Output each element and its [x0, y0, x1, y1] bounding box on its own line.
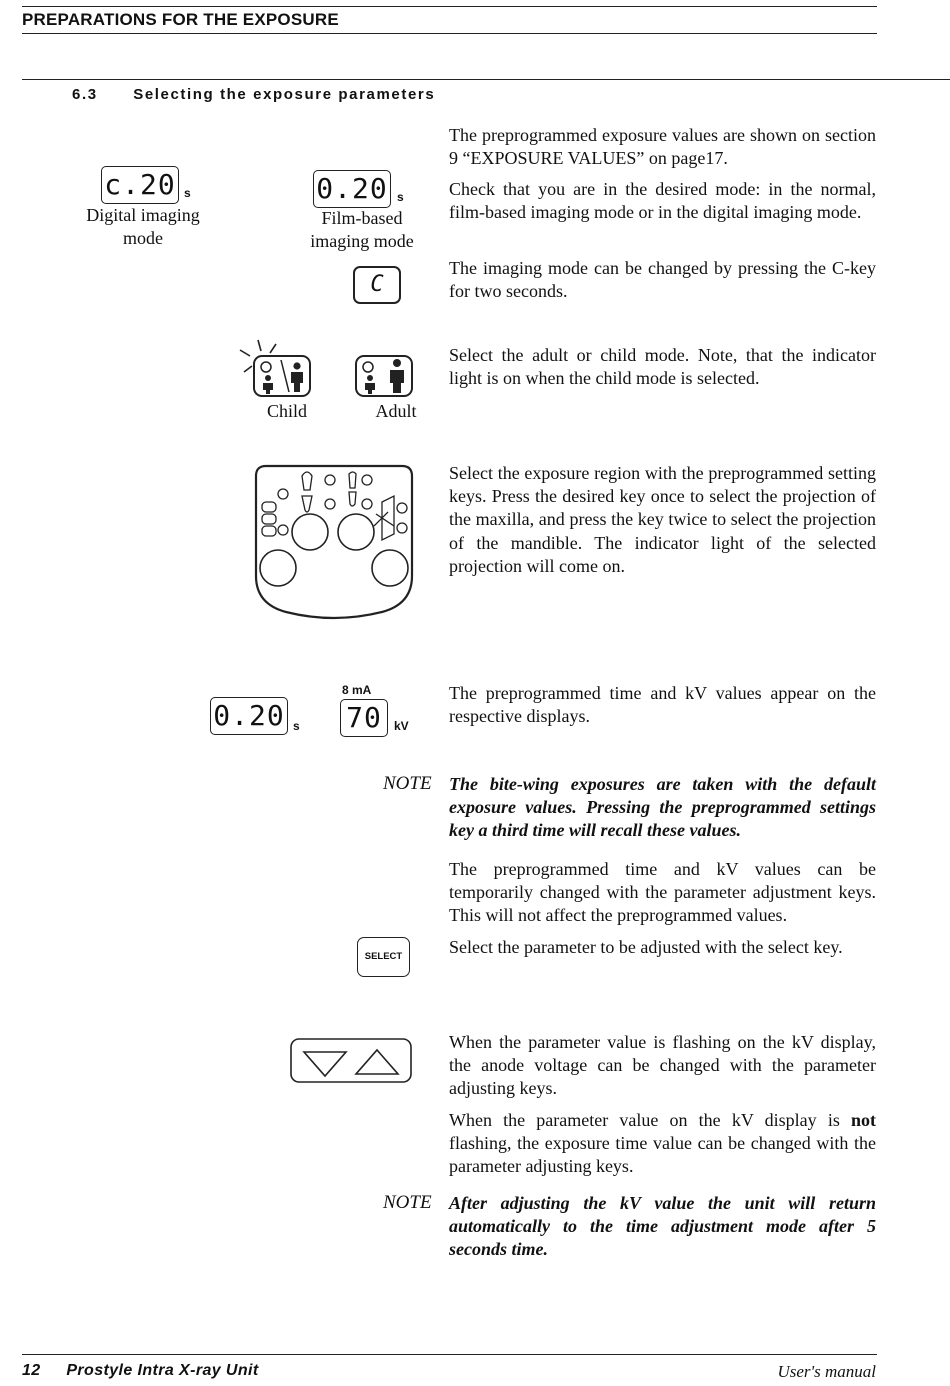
para10-end: flashing, the exposure time value can be changed with the parameter adjusting keys. [449, 1133, 876, 1177]
digital-mode-display: c.20 [101, 166, 179, 204]
region-key-button [292, 514, 328, 550]
film-mode-caption: Film-based imaging mode [310, 208, 414, 251]
child-adult-keys-figure [236, 336, 416, 406]
paragraph-time-kv: The preprogrammed time and kV values appear on the respective displays. [449, 683, 876, 727]
child-key-caption: Child [266, 401, 307, 421]
film-mode-display: 0.20 [313, 170, 391, 208]
adult-key-caption: Adult [375, 401, 417, 421]
kv-unit-label: kV [394, 719, 409, 733]
exposure-region-keypad [254, 464, 414, 624]
c-key-label: C [370, 272, 384, 297]
note-label-2: NOTE [383, 1192, 432, 1213]
paragraph-check-mode: Check that you are in the desired mode: in the normal, film-based imaging mode or in the digital imaging mode. [449, 179, 876, 223]
para10-start: When the parameter value on the kV display is [449, 1110, 851, 1130]
section-rule [22, 79, 950, 80]
page-number: 12 [22, 1362, 41, 1379]
digital-unit-label: s [184, 186, 191, 200]
product-name: Prostyle Intra X-ray Unit [66, 1362, 259, 1379]
paragraph-kv-flashing: When the parameter value is flashing on the kV display, the anode voltage can be changed with the parameter adjusting keys. [449, 1032, 876, 1099]
kv-display: 70 [340, 699, 388, 737]
select-key-button[interactable] [357, 937, 410, 977]
paragraph-change-mode: The imaging mode can be changed by pressing the C-key for two seconds. [449, 258, 876, 302]
child-key-button [254, 356, 310, 396]
film-unit-label: s [397, 190, 404, 204]
manual-title: User's manual [777, 1362, 876, 1381]
section-number: 6.3 [72, 86, 98, 103]
footer-rule [22, 1354, 877, 1355]
paragraph-kv-not-flashing [449, 1109, 876, 1179]
child-indicator-flash-icon [240, 350, 250, 356]
time-display: 0.20 [210, 697, 288, 735]
ma-label: 8 mA [342, 683, 372, 697]
section-heading [72, 86, 435, 103]
parameter-adjust-keys [290, 1038, 412, 1084]
paragraph-select-key: Select the parameter to be adjusted with the select key. [449, 937, 843, 957]
para10-emphasis: not [850, 1110, 876, 1130]
time-unit-label: s [293, 719, 300, 733]
note-text-1: The bite-wing exposures are taken with the default exposure values. Pressing the preprogrammed settings key a third time will recall these values. [449, 774, 876, 841]
select-key-label: SELECT [364, 951, 403, 962]
paragraph-temporary-change: The preprogrammed time and kV values can be temporarily changed with the parameter adjustment keys. This will not affect the preprogrammed values. [449, 859, 876, 926]
paragraph-exposure-region: Select the exposure region with the preprogrammed setting keys. Press the desired key once to select the projection of the maxilla, and press the key twice to select the projection of the mandible. The indicator light of the selected projection will come on. [449, 463, 876, 576]
digital-mode-caption: Digital imaging mode [86, 205, 200, 248]
section-title: Selecting the exposure parameters [133, 86, 436, 103]
header-top-rule [22, 6, 877, 7]
paragraph-adult-child: Select the adult or child mode. Note, that the indicator light is on when the child mode is selected. [449, 345, 876, 389]
note-text-2: After adjusting the kV value the unit will return automatically to the time adjustment mode after 5 seconds time. [449, 1193, 876, 1260]
note-label-1: NOTE [383, 773, 432, 794]
running-header: PREPARATIONS FOR THE EXPOSURE [22, 10, 339, 29]
footer-left [22, 1362, 259, 1380]
header-bottom-rule [22, 33, 877, 34]
adult-key-button [356, 356, 412, 396]
c-key-button[interactable] [353, 266, 401, 304]
paragraph-exposure-values: The preprogrammed exposure values are shown on section 9 “EXPOSURE VALUES” on page17. [449, 125, 876, 169]
